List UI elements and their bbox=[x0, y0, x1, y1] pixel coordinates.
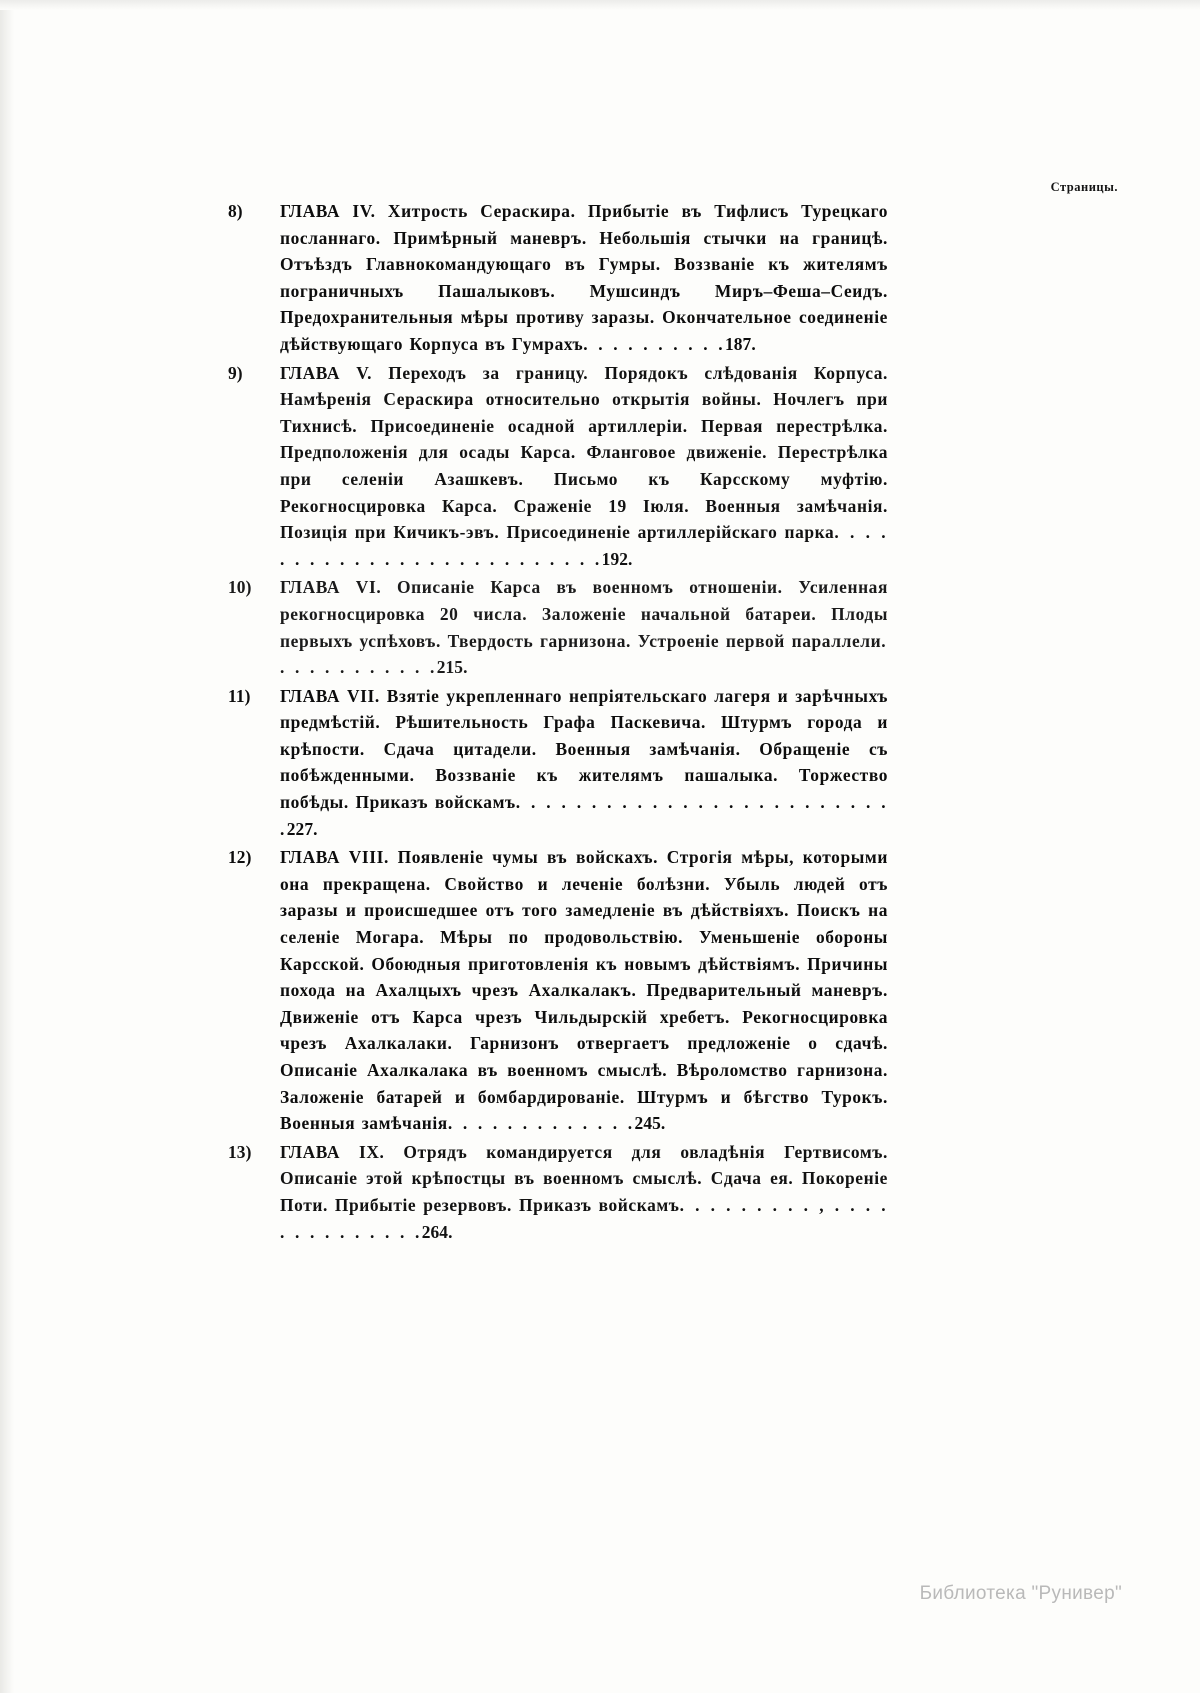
toc-entry-leader: . . . . . . . . . . . . . . . . . . . . . . . . . . bbox=[280, 522, 889, 569]
toc-entry[interactable] bbox=[228, 574, 888, 680]
toc-entry-number: 10) bbox=[228, 577, 252, 598]
toc-entry-page: 245. bbox=[634, 1113, 666, 1134]
toc-entry-page: 227. bbox=[286, 818, 318, 839]
toc-entry[interactable] bbox=[228, 683, 888, 843]
toc-entry-page: 215. bbox=[436, 657, 468, 678]
toc-entry[interactable] bbox=[228, 1139, 888, 1245]
toc-entry-number: 12) bbox=[228, 847, 252, 868]
toc-entry[interactable] bbox=[228, 844, 888, 1137]
toc-entry-leader: . . . . . . . . . . . . bbox=[280, 630, 888, 678]
toc-entry-text: ГЛАВА V. Переходъ за границу. Порядокъ слѣдованія Корпуса. Намѣренія Сераскира относительно открытія войны. Ночлегъ при Тихнисѣ. Присоединеніе осадной артиллеріи. Первая перестрѣлка. Предположенія для осады Карса. Фланговое движеніе. Перестрѣлка при селеніи Азашкевъ. Письмо къ Карсскому муфтію. Рекогносцировка Карса. Сраженіе 19 Іюля. Военныя замѣчанія. Позиція при Кичикъ-эвъ. Присоединеніе артиллерійскаго парка bbox=[280, 362, 888, 543]
toc-entry-text: ГЛАВА IX. Отрядъ командируется для овладѣнія Гертвисомъ. Описаніе этой крѣпостцы въ военномъ смыслѣ. Сдача ея. Покореніе Поти. Прибытіе резервовъ. Приказъ войскамъ bbox=[280, 1141, 888, 1215]
toc-entry-number: 9) bbox=[228, 362, 243, 383]
toc-entry-leader: . . . . . . . . . . . . . bbox=[447, 1113, 635, 1134]
table-of-contents bbox=[228, 198, 888, 1247]
toc-entry-text: ГЛАВА VII. Взятіе укрепленнаго непріятельскаго лагеря и зарѣчныхъ предмѣстій. Рѣшительность Графа Паскевича. Штурмъ города и крѣпости. Сдача цитадели. Военныя замѣчанія. Обращеніе съ побѣжденными. Воззваніе къ жителямъ пашалыка. Торжество побѣды. Приказъ войскамъ bbox=[280, 685, 888, 813]
toc-entry-page: 264. bbox=[421, 1221, 453, 1242]
toc-entry-body bbox=[280, 198, 888, 358]
toc-entry-number: 13) bbox=[228, 1141, 252, 1162]
toc-entry-page: 192. bbox=[601, 548, 633, 569]
toc-entry-number: 8) bbox=[228, 201, 243, 221]
toc-entry-number: 11) bbox=[228, 685, 251, 706]
toc-entry-text: ГЛАВА IV. Хитрость Сераскира. Прибытіе въ Тифлисъ Турецкаго посланнаго. Примѣрный маневръ. Небольшія стычки на границѣ. Отъѣздъ Главнокомандующаго въ Гумры. Воззваніе къ жителямъ пограничныхъ Пашалыковъ. Мушсиндъ Миръ–Феша–Сеидъ. Предохранительныя мѣры противу заразы. Окончательное соединеніе дѣйствующаго Корпуса въ Гумрахъ bbox=[280, 201, 888, 354]
toc-entry-text: ГЛАВА VI. Описаніе Карса въ военномъ отношеніи. Усиленная рекогносцировка 20 числа. Заложеніе начальной батареи. Плоды первыхъ успѣховъ. Твердость гарнизона. Устроеніе первой параллели bbox=[280, 577, 888, 651]
toc-entry[interactable] bbox=[228, 360, 888, 573]
toc-entry-text: ГЛАВА VIII. Появленіе чумы въ войскахъ. Строгія мѣры, которыми она прекращена. Свойство и леченіе болѣзни. Убыль людей отъ заразы и происшедшее отъ того замедленіе въ дѣйствіяхъ. Поискъ на селеніе Могара. Мѣры по продовольствію. Уменьшеніе обороны Карсской. Обоюдныя приготовленія къ новымъ дѣйствіямъ. Причины похода на Ахалцыхъ чрезъ Ахалкалакъ. Предварительный маневръ. Движеніе отъ Карса чрезъ Чильдырскій хребетъ. Рекогносцировка чрезъ Ахалкалаки. Гарнизонъ отвергаетъ предложеніе о сдачѣ. Описаніе Ахалкалака въ военномъ смыслѣ. Вѣроломство гарнизона. Заложеніе батарей и бомбардированіе. Штурмъ и бѣгство Турокъ. Военныя замѣчанія bbox=[280, 847, 888, 1134]
toc-entry-page: 187. bbox=[724, 333, 756, 354]
toc-entry-leader: . . . . . . . . . . bbox=[583, 333, 725, 354]
toc-entry-body bbox=[280, 360, 888, 573]
page-edge-shadow-left bbox=[0, 0, 14, 1693]
column-header-pages: Страницы. bbox=[1050, 180, 1118, 194]
toc-entry[interactable] bbox=[228, 198, 888, 358]
toc-entry-body bbox=[280, 844, 888, 1137]
toc-entry-body bbox=[280, 1139, 888, 1245]
page-edge-shadow-top bbox=[0, 0, 1200, 10]
toc-entry-leader: . . . . . . . . . , . . . . . . . . . . . . . . bbox=[280, 1194, 889, 1242]
toc-entry-body bbox=[280, 574, 888, 680]
library-watermark: Библиотека "Рунивер" bbox=[919, 1583, 1122, 1604]
toc-entry-body bbox=[280, 683, 888, 843]
toc-entry-leader: . . . . . . . . . . . . . . . . . . . . . . . . . . bbox=[280, 792, 888, 839]
